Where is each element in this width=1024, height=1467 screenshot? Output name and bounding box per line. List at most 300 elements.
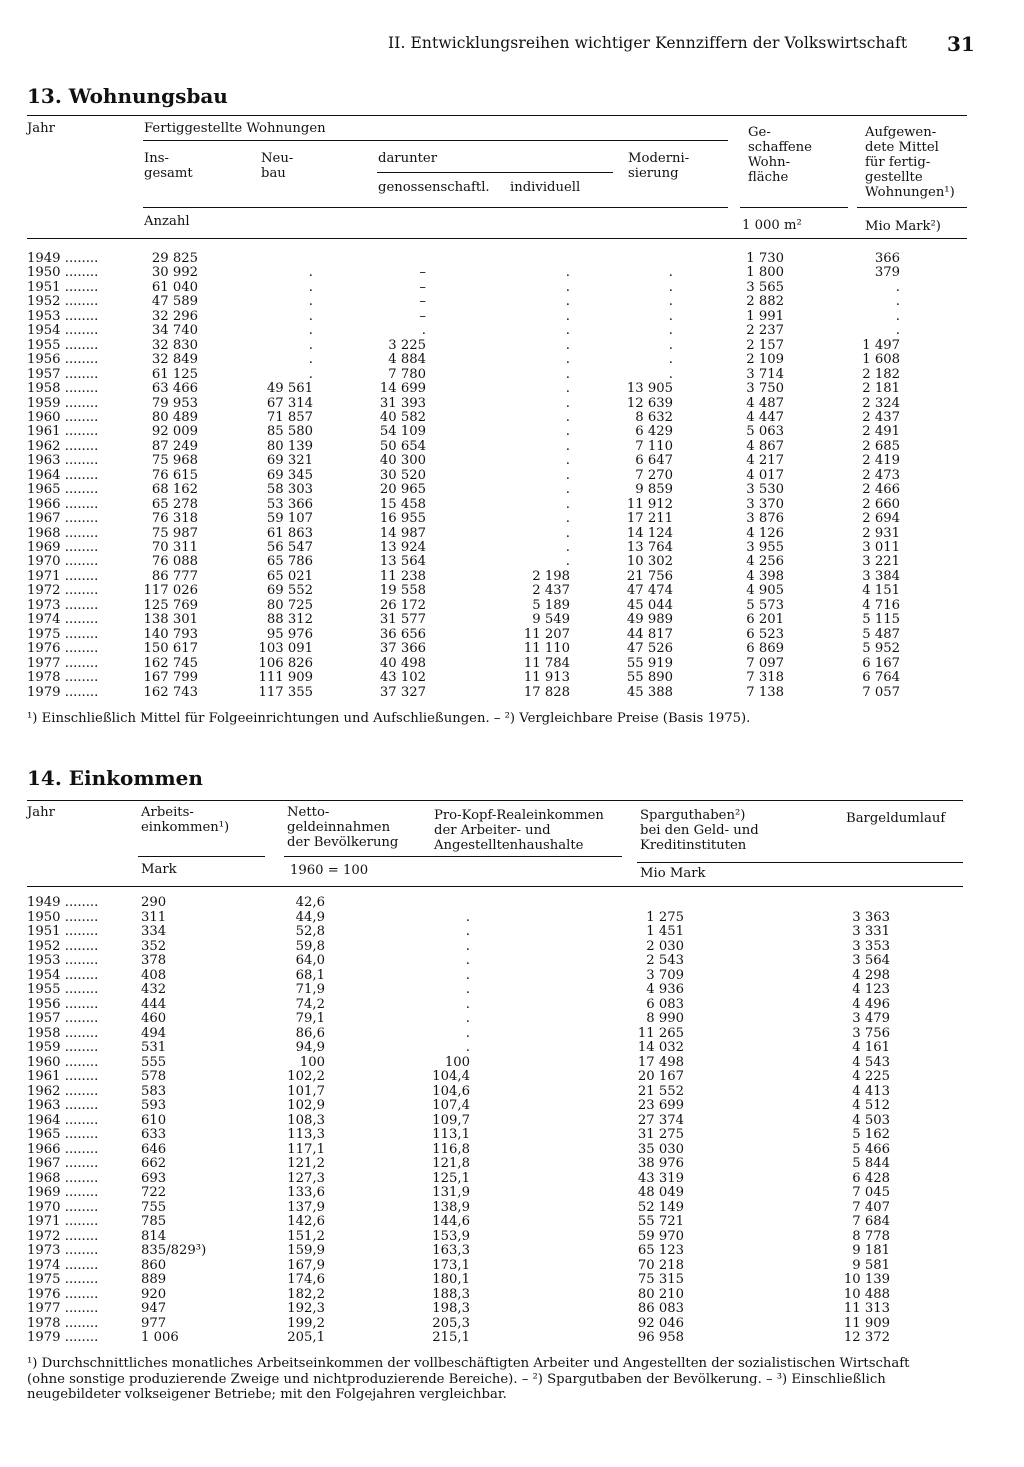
- cell-neubau: 103 091: [258, 641, 313, 657]
- table-row: [0, 1230, 1024, 1244]
- cell-nettogeldeinnahmen: 174,6: [287, 1272, 325, 1287]
- footnote-line: (ohne sonstige produzierende Zweige und nichtproduzierende Bereiche). – ²) Spargutbaben der Bevölkerung. – ³) Einschließlich: [27, 1371, 886, 1387]
- cell-mittel: 2 181: [862, 381, 900, 397]
- cell-modernisierung: 9 859: [635, 482, 673, 498]
- cell-neubau: 69 321: [266, 453, 313, 469]
- cell-individuell: .: [565, 265, 570, 281]
- header-rule-darunter: [377, 172, 613, 173]
- table-row: [0, 1302, 1024, 1316]
- table-row: [0, 954, 1024, 968]
- cell-neubau: .: [308, 279, 313, 295]
- cell-neubau: 49 561: [266, 381, 313, 397]
- cell-nettogeldeinnahmen: 94,9: [295, 1040, 325, 1055]
- footnote-line: ¹) Durchschnittliches monatliches Arbeitseinkommen der vollbeschäftigten Arbeiter und Angestellten der sozialistischen Wirtschaft: [27, 1356, 910, 1371]
- cell-sparguthaben: 38 976: [637, 1156, 684, 1171]
- cell-bargeldumlauf: 3 756: [852, 1025, 890, 1041]
- cell-modernisierung: 47 474: [626, 583, 673, 599]
- cell-individuell: 11 913: [523, 670, 570, 686]
- cell-neubau: 95 976: [266, 626, 313, 642]
- cell-year: 1959 ........: [27, 396, 99, 411]
- col-header-darunter: darunter: [378, 151, 438, 166]
- unit-anzahl: Anzahl: [144, 214, 190, 229]
- cell-sparguthaben: 2 030: [646, 938, 684, 954]
- cell-prokopf: .: [465, 1040, 470, 1055]
- cell-insgesamt: 79 953: [151, 395, 198, 411]
- cell-wohnflaeche: 3 955: [746, 540, 784, 555]
- cell-mittel: .: [895, 294, 900, 310]
- cell-nettogeldeinnahmen: 44,9: [295, 909, 325, 925]
- cell-genossenschaftlich: 11 238: [379, 568, 426, 584]
- cell-nettogeldeinnahmen: 102,2: [287, 1069, 325, 1084]
- table-row: [0, 657, 1024, 671]
- cell-mittel: 1 608: [862, 352, 900, 368]
- cell-wohnflaeche: 2 882: [746, 294, 784, 310]
- cell-mittel: 2 466: [862, 482, 900, 498]
- table-row: [0, 498, 1024, 512]
- cell-wohnflaeche: 6 523: [746, 626, 784, 642]
- cell-wohnflaeche: 1 800: [746, 265, 784, 281]
- cell-sparguthaben: 65 123: [637, 1243, 684, 1258]
- table-row: [0, 1331, 1024, 1345]
- cell-nettogeldeinnahmen: 42,6: [295, 895, 325, 910]
- cell-modernisierung: 17 211: [626, 511, 673, 527]
- cell-wohnflaeche: 4 447: [746, 409, 784, 425]
- cell-genossenschaftlich: 37 327: [379, 684, 426, 700]
- cell-modernisierung: 13 905: [626, 381, 673, 397]
- cell-year: 1949 ........: [27, 896, 99, 910]
- unit-rule-mark: [138, 856, 265, 857]
- table-row: [0, 1172, 1024, 1186]
- cell-neubau: 65 786: [266, 554, 313, 570]
- cell-bargeldumlauf: 3 479: [852, 1011, 890, 1026]
- cell-modernisierung: 7 110: [635, 438, 673, 454]
- cell-insgesamt: 76 318: [151, 511, 198, 527]
- cell-bargeldumlauf: 3 564: [852, 953, 890, 968]
- cell-individuell: .: [565, 381, 570, 397]
- cell-modernisierung: 8 632: [635, 409, 673, 425]
- cell-wohnflaeche: 3 876: [746, 511, 784, 527]
- table-row: [0, 1027, 1024, 1041]
- cell-nettogeldeinnahmen: 159,9: [287, 1243, 325, 1258]
- cell-modernisierung: 12 639: [626, 395, 673, 411]
- table-row: [0, 541, 1024, 555]
- cell-bargeldumlauf: 10 488: [843, 1286, 890, 1302]
- cell-insgesamt: 32 830: [151, 337, 198, 353]
- cell-neubau: .: [308, 352, 313, 368]
- cell-year: 1955 ........: [27, 338, 99, 353]
- cell-year: 1952 ........: [27, 295, 99, 310]
- cell-mittel: .: [895, 308, 900, 324]
- cell-genossenschaftlich: 19 558: [379, 583, 426, 599]
- col-header-individuell: individuell: [510, 180, 581, 195]
- table-row: [0, 1259, 1024, 1273]
- cell-wohnflaeche: 4 867: [746, 438, 784, 454]
- cell-insgesamt: 65 278: [151, 496, 198, 512]
- table-row: [0, 454, 1024, 468]
- cell-wohnflaeche: 7 318: [746, 670, 784, 686]
- cell-genossenschaftlich: 40 498: [379, 655, 426, 671]
- footnote-line: neugebildeter volkseigener Betriebe; mit den Folgejahren vergleichbar.: [27, 1387, 507, 1402]
- cell-neubau: 106 826: [258, 655, 313, 671]
- unit-rule-flaeche: [740, 207, 848, 208]
- table-row: [0, 911, 1024, 925]
- col-header-nettogeldeinnahmen: Netto- geldeinnahmen der Bevölkerung: [287, 805, 399, 850]
- cell-genossenschaftlich: 31 577: [379, 612, 426, 628]
- cell-genossenschaftlich: –: [419, 294, 426, 310]
- cell-prokopf: 121,8: [432, 1156, 470, 1171]
- table-row: [0, 1215, 1024, 1229]
- cell-year: 1963 ........: [27, 454, 99, 469]
- cell-mittel: 2 685: [862, 438, 900, 454]
- table-row: [0, 555, 1024, 569]
- footnote-wohnungsbau: ¹) Einschließlich Mittel für Folgeeinrichtungen und Aufschließungen. – ²) Vergleichbare Preise (Basis 1975).: [27, 711, 751, 726]
- cell-arbeitseinkommen: 578: [141, 1069, 167, 1084]
- cell-arbeitseinkommen: 444: [141, 996, 167, 1012]
- cell-individuell: 11 110: [523, 641, 570, 657]
- cell-year: 1960 ........: [27, 1055, 99, 1070]
- cell-genossenschaftlich: 13 564: [379, 554, 426, 570]
- cell-year: 1971 ........: [27, 1215, 99, 1229]
- cell-genossenschaftlich: –: [419, 265, 426, 281]
- cell-nettogeldeinnahmen: 199,2: [287, 1315, 325, 1331]
- cell-arbeitseinkommen: 860: [141, 1257, 167, 1273]
- cell-bargeldumlauf: 7 045: [852, 1185, 890, 1200]
- table-row: [0, 353, 1024, 367]
- cell-arbeitseinkommen: 755: [141, 1199, 167, 1215]
- unit-mittel: Mio Mark²): [865, 219, 941, 234]
- cell-prokopf: .: [465, 1011, 470, 1026]
- cell-year: 1974 ........: [27, 613, 99, 628]
- cell-nettogeldeinnahmen: 52,8: [295, 924, 325, 939]
- cell-mittel: 2 473: [862, 467, 900, 483]
- cell-year: 1957 ........: [27, 1012, 99, 1026]
- cell-year: 1976 ........: [27, 642, 99, 657]
- cell-neubau: 59 107: [266, 511, 313, 527]
- cell-genossenschaftlich: 14 987: [379, 525, 426, 541]
- cell-arbeitseinkommen: 593: [141, 1098, 167, 1113]
- cell-year: 1951 ........: [27, 280, 99, 295]
- cell-nettogeldeinnahmen: 79,1: [295, 1011, 325, 1026]
- cell-year: 1966 ........: [27, 1142, 99, 1157]
- cell-year: 1966 ........: [27, 497, 99, 512]
- cell-modernisierung: .: [668, 323, 673, 339]
- cell-arbeitseinkommen: 334: [141, 924, 167, 939]
- cell-genossenschaftlich: 43 102: [379, 670, 426, 686]
- cell-neubau: .: [308, 294, 313, 310]
- cell-nettogeldeinnahmen: 205,1: [287, 1330, 325, 1345]
- table-row: [0, 1244, 1024, 1258]
- cell-arbeitseinkommen: 662: [141, 1156, 167, 1171]
- cell-year: 1957 ........: [27, 367, 99, 382]
- cell-individuell: .: [565, 352, 570, 368]
- cell-insgesamt: 125 769: [143, 597, 198, 613]
- cell-neubau: 85 580: [266, 424, 313, 440]
- cell-bargeldumlauf: 4 123: [852, 982, 890, 997]
- cell-mittel: 3 384: [862, 568, 900, 584]
- cell-wohnflaeche: 3 714: [746, 366, 784, 382]
- cell-individuell: .: [565, 323, 570, 339]
- cell-mittel: 6 764: [862, 670, 900, 686]
- cell-individuell: .: [565, 453, 570, 469]
- cell-insgesamt: 30 992: [151, 265, 198, 281]
- header-rule-fertiggestellt: [143, 140, 728, 141]
- cell-arbeitseinkommen: 610: [141, 1112, 167, 1128]
- cell-prokopf: 144,6: [432, 1214, 470, 1229]
- table-row: [0, 969, 1024, 983]
- cell-year: 1979 ........: [27, 685, 99, 700]
- cell-individuell: .: [565, 554, 570, 570]
- cell-mittel: .: [895, 279, 900, 295]
- cell-neubau: 58 303: [266, 482, 313, 498]
- cell-wohnflaeche: 1 991: [746, 308, 784, 324]
- cell-arbeitseinkommen: 531: [141, 1040, 167, 1055]
- unit-rule-mittel: [857, 207, 967, 208]
- cell-prokopf: 205,3: [432, 1315, 470, 1331]
- cell-neubau: 117 355: [258, 684, 313, 700]
- cell-year: 1968 ........: [27, 1171, 99, 1186]
- cell-modernisierung: 49 989: [626, 612, 673, 628]
- cell-genossenschaftlich: 37 366: [379, 641, 426, 657]
- cell-genossenschaftlich: –: [419, 308, 426, 324]
- cell-nettogeldeinnahmen: 137,9: [287, 1199, 325, 1215]
- cell-insgesamt: 87 249: [151, 438, 198, 454]
- cell-arbeitseinkommen: 920: [141, 1286, 167, 1302]
- table-row: [0, 642, 1024, 656]
- cell-arbeitseinkommen: 814: [141, 1228, 167, 1244]
- cell-bargeldumlauf: 11 909: [843, 1315, 890, 1331]
- cell-year: 1977 ........: [27, 656, 99, 671]
- cell-arbeitseinkommen: 408: [141, 967, 167, 983]
- cell-arbeitseinkommen: 311: [141, 909, 167, 925]
- cell-bargeldumlauf: 3 353: [852, 938, 890, 954]
- cell-year: 1965 ........: [27, 483, 99, 498]
- cell-year: 1954 ........: [27, 324, 99, 339]
- cell-mittel: 5 952: [862, 641, 900, 657]
- cell-mittel: 6 167: [862, 655, 900, 671]
- cell-prokopf: .: [465, 909, 470, 925]
- cell-wohnflaeche: 4 126: [746, 525, 784, 541]
- cell-insgesamt: 140 793: [143, 626, 198, 642]
- cell-arbeitseinkommen: 693: [141, 1170, 167, 1186]
- cell-year: 1972 ........: [27, 1229, 99, 1244]
- cell-bargeldumlauf: 3 331: [852, 924, 890, 939]
- cell-nettogeldeinnahmen: 68,1: [295, 967, 325, 983]
- cell-year: 1967 ........: [27, 512, 99, 527]
- cell-mittel: 366: [874, 251, 900, 266]
- table-row: [0, 1317, 1024, 1331]
- cell-wohnflaeche: 1 730: [746, 251, 784, 266]
- col-header-mittel: Aufgewen- dete Mittel für fertig- gestellte Wohnungen¹): [865, 125, 955, 200]
- cell-genossenschaftlich: 26 172: [379, 597, 426, 613]
- cell-modernisierung: 7 270: [635, 467, 673, 483]
- cell-year: 1951 ........: [27, 925, 99, 939]
- cell-bargeldumlauf: 12 372: [843, 1330, 890, 1345]
- cell-year: 1962 ........: [27, 1084, 99, 1099]
- col-header-genossenschaftlich: genossenschaftl.: [378, 180, 490, 195]
- cell-mittel: 379: [874, 265, 900, 281]
- cell-prokopf: 173,1: [432, 1257, 470, 1273]
- cell-year: 1974 ........: [27, 1258, 99, 1273]
- col-header-insgesamt: Ins- gesamt: [144, 151, 193, 181]
- cell-bargeldumlauf: 4 512: [852, 1098, 890, 1113]
- table-row: [0, 281, 1024, 295]
- cell-neubau: 67 314: [266, 395, 313, 411]
- cell-prokopf: 215,1: [432, 1330, 470, 1345]
- table-row: [0, 1273, 1024, 1287]
- cell-individuell: 9 549: [532, 612, 570, 628]
- cell-wohnflaeche: 7 138: [746, 684, 784, 700]
- cell-modernisierung: 44 817: [626, 626, 673, 642]
- cell-modernisierung: 6 647: [635, 453, 673, 469]
- cell-year: 1975 ........: [27, 1273, 99, 1287]
- cell-mittel: 2 419: [862, 453, 900, 469]
- cell-sparguthaben: 21 552: [637, 1083, 684, 1099]
- cell-insgesamt: 47 589: [151, 294, 198, 310]
- cell-sparguthaben: 1 451: [646, 924, 684, 939]
- cell-year: 1950 ........: [27, 910, 99, 925]
- table-row: [0, 512, 1024, 526]
- cell-genossenschaftlich: –: [419, 279, 426, 295]
- cell-sparguthaben: 1 275: [646, 909, 684, 925]
- unit-rule-mio: [637, 862, 963, 863]
- cell-genossenschaftlich: 31 393: [379, 395, 426, 411]
- cell-year: 1965 ........: [27, 1128, 99, 1142]
- cell-neubau: 61 863: [266, 525, 313, 541]
- cell-sparguthaben: 14 032: [637, 1040, 684, 1055]
- table-row: [0, 1099, 1024, 1113]
- cell-prokopf: .: [465, 982, 470, 997]
- cell-bargeldumlauf: 7 684: [852, 1214, 890, 1229]
- cell-bargeldumlauf: 4 413: [852, 1083, 890, 1099]
- cell-bargeldumlauf: 5 466: [852, 1141, 890, 1157]
- cell-insgesamt: 32 296: [151, 308, 198, 324]
- cell-wohnflaeche: 4 017: [746, 467, 784, 483]
- cell-nettogeldeinnahmen: 133,6: [287, 1185, 325, 1200]
- cell-sparguthaben: 17 498: [637, 1054, 684, 1070]
- cell-nettogeldeinnahmen: 108,3: [287, 1112, 325, 1128]
- cell-genossenschaftlich: 20 965: [379, 482, 426, 498]
- cell-insgesamt: 63 466: [151, 381, 198, 397]
- cell-arbeitseinkommen: 835/829³): [141, 1243, 207, 1258]
- cell-year: 1973 ........: [27, 1244, 99, 1258]
- cell-arbeitseinkommen: 494: [141, 1025, 167, 1041]
- cell-wohnflaeche: 3 565: [746, 279, 784, 295]
- cell-individuell: 17 828: [523, 684, 570, 700]
- cell-neubau: .: [308, 308, 313, 324]
- page-number: 31: [947, 32, 975, 56]
- cell-individuell: .: [565, 395, 570, 411]
- header-bottom-rule: [27, 238, 967, 239]
- cell-nettogeldeinnahmen: 59,8: [295, 938, 325, 954]
- cell-individuell: .: [565, 496, 570, 512]
- cell-sparguthaben: 52 149: [637, 1199, 684, 1215]
- cell-sparguthaben: 20 167: [637, 1069, 684, 1084]
- cell-sparguthaben: 8 990: [646, 1011, 684, 1026]
- table-row: [0, 440, 1024, 454]
- cell-mittel: 2 182: [862, 366, 900, 382]
- section-title-wohnungsbau: 13. Wohnungsbau: [27, 84, 228, 108]
- cell-modernisierung: 6 429: [635, 424, 673, 440]
- table-row: [0, 1128, 1024, 1142]
- cell-arbeitseinkommen: 889: [141, 1272, 167, 1287]
- cell-individuell: .: [565, 424, 570, 440]
- cell-modernisierung: .: [668, 265, 673, 281]
- unit-mio-mark: Mio Mark: [640, 866, 706, 881]
- cell-prokopf: 131,9: [432, 1185, 470, 1200]
- cell-wohnflaeche: 3 370: [746, 496, 784, 512]
- cell-nettogeldeinnahmen: 142,6: [287, 1214, 325, 1229]
- cell-year: 1964 ........: [27, 1113, 99, 1128]
- table-row: [0, 339, 1024, 353]
- cell-wohnflaeche: 6 201: [746, 612, 784, 628]
- cell-sparguthaben: 3 709: [646, 967, 684, 983]
- cell-prokopf: .: [465, 996, 470, 1012]
- cell-year: 1970 ........: [27, 1200, 99, 1215]
- cell-arbeitseinkommen: 1 006: [141, 1330, 179, 1345]
- table-row: [0, 1186, 1024, 1200]
- cell-prokopf: 180,1: [432, 1272, 470, 1287]
- table-row: [0, 252, 1024, 266]
- cell-prokopf: 104,6: [432, 1083, 470, 1099]
- cell-prokopf: 138,9: [432, 1199, 470, 1215]
- cell-sparguthaben: 92 046: [637, 1315, 684, 1331]
- cell-bargeldumlauf: 5 162: [852, 1127, 890, 1142]
- cell-year: 1961 ........: [27, 425, 99, 440]
- cell-nettogeldeinnahmen: 102,9: [287, 1098, 325, 1113]
- cell-arbeitseinkommen: 722: [141, 1185, 167, 1200]
- cell-insgesamt: 92 009: [151, 424, 198, 440]
- cell-mittel: 2 491: [862, 424, 900, 440]
- cell-wohnflaeche: 5 063: [746, 424, 784, 440]
- cell-sparguthaben: 59 970: [637, 1228, 684, 1244]
- table-row: [0, 1012, 1024, 1026]
- cell-sparguthaben: 70 218: [637, 1257, 684, 1273]
- cell-arbeitseinkommen: 378: [141, 953, 167, 968]
- cell-sparguthaben: 11 265: [637, 1025, 684, 1041]
- cell-genossenschaftlich: 36 656: [379, 626, 426, 642]
- cell-insgesamt: 162 745: [143, 655, 198, 671]
- cell-insgesamt: 34 740: [151, 323, 198, 339]
- cell-neubau: 71 857: [266, 409, 313, 425]
- table-row: [0, 1056, 1024, 1070]
- cell-year: 1955 ........: [27, 983, 99, 997]
- cell-wohnflaeche: 7 097: [746, 655, 784, 671]
- table-row: [0, 896, 1024, 910]
- cell-individuell: .: [565, 438, 570, 454]
- cell-genossenschaftlich: .: [421, 323, 426, 339]
- cell-neubau: .: [308, 337, 313, 353]
- cell-year: 1968 ........: [27, 526, 99, 541]
- cell-wohnflaeche: 4 398: [746, 568, 784, 584]
- cell-year: 1975 ........: [27, 627, 99, 642]
- table-row: [0, 925, 1024, 939]
- cell-prokopf: 125,1: [432, 1170, 470, 1186]
- cell-prokopf: 198,3: [432, 1301, 470, 1316]
- cell-modernisierung: 47 526: [626, 641, 673, 657]
- col-header-jahr-einkommen: Jahr: [27, 805, 55, 820]
- table-row: [0, 411, 1024, 425]
- table-top-rule-einkommen: [27, 800, 963, 801]
- cell-mittel: 1 497: [862, 337, 900, 353]
- cell-modernisierung: 11 912: [626, 496, 673, 512]
- cell-insgesamt: 75 987: [151, 525, 198, 541]
- cell-bargeldumlauf: 4 543: [852, 1054, 890, 1070]
- cell-sparguthaben: 43 319: [637, 1170, 684, 1186]
- cell-year: 1961 ........: [27, 1070, 99, 1084]
- cell-insgesamt: 117 026: [143, 583, 198, 599]
- cell-individuell: .: [565, 409, 570, 425]
- cell-prokopf: 163,3: [432, 1243, 470, 1258]
